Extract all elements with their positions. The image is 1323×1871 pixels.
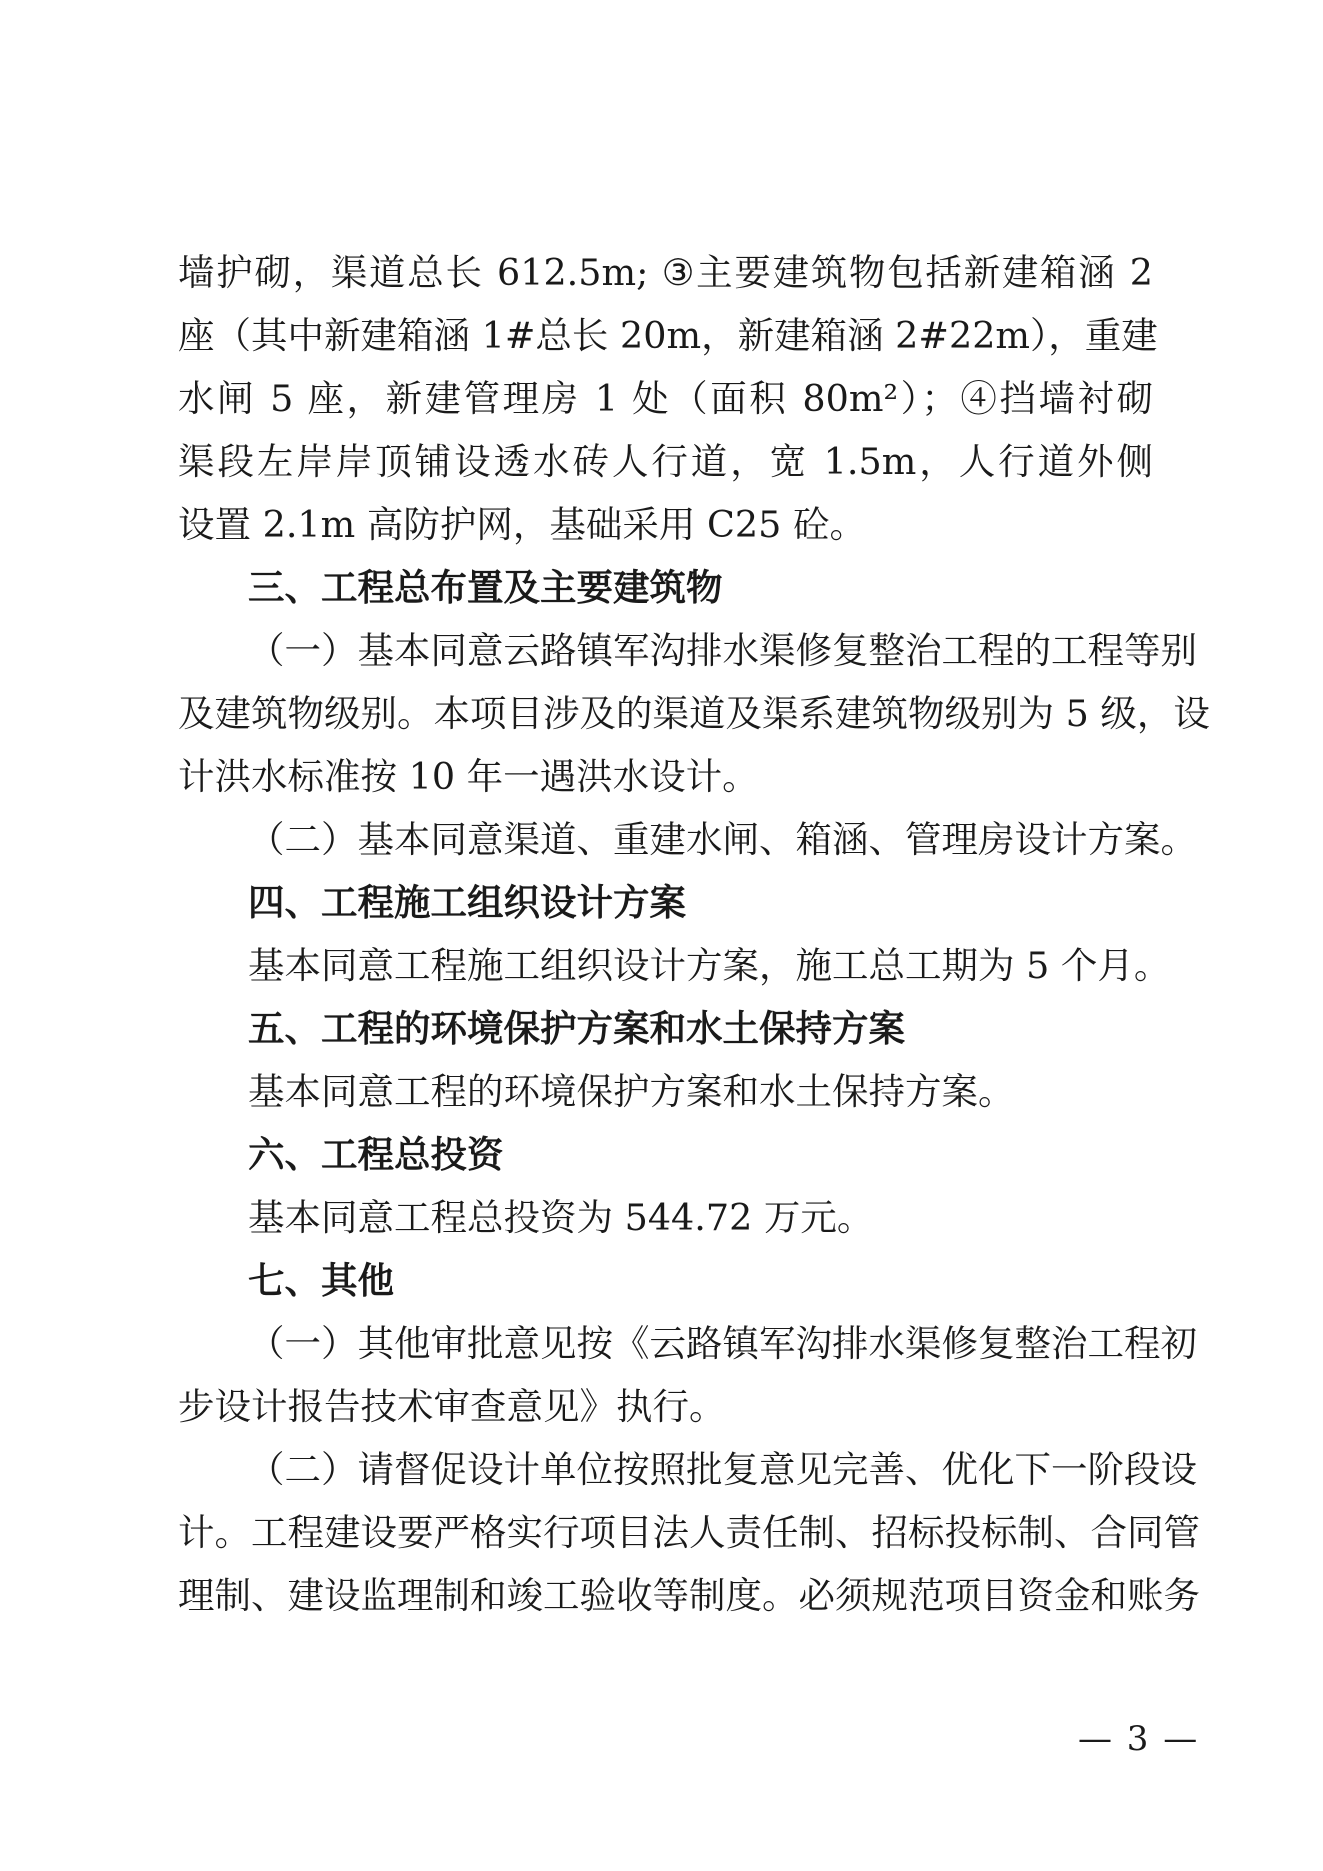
body-line: 基本同意工程总投资为 544.72 万元。 <box>248 1196 874 1239</box>
section-heading-3: 三、工程总布置及主要建筑物 <box>248 566 723 609</box>
body-line: 基本同意工程的环境保护方案和水土保持方案。 <box>248 1070 1015 1113</box>
body-line: 基本同意工程施工组织设计方案，施工总工期为 5 个月。 <box>248 944 1171 987</box>
body-line: 水闸 5 座，新建管理房 1 处（面积 80m²）；④挡墙衬砌 <box>178 377 1153 420</box>
body-line: （二）请督促设计单位按照批复意见完善、优化下一阶段设 <box>248 1448 1197 1491</box>
body-line: 渠段左岸岸顶铺设透水砖人行道，宽 1.5m，人行道外侧 <box>178 440 1153 483</box>
body-line: （一）基本同意云路镇军沟排水渠修复整治工程的工程等别 <box>248 629 1197 672</box>
body-line: （二）基本同意渠道、重建水闸、箱涵、管理房设计方案。 <box>248 818 1197 861</box>
section-heading-7: 七、其他 <box>248 1259 394 1302</box>
body-line: 计洪水标准按 10 年一遇洪水设计。 <box>178 755 759 798</box>
body-line: 步设计报告技术审查意见》执行。 <box>178 1385 726 1428</box>
body-line: （一）其他审批意见按《云路镇军沟排水渠修复整治工程初 <box>248 1322 1197 1365</box>
body-line: 座（其中新建箱涵 1#总长 20m，新建箱涵 2#22m），重建 <box>178 314 1158 357</box>
body-line: 计。工程建设要严格实行项目法人责任制、招标投标制、合同管 <box>178 1511 1200 1554</box>
page-number: — 3 — <box>1078 1719 1200 1759</box>
body-line: 设置 2.1m 高防护网，基础采用 C25 砼。 <box>178 503 866 546</box>
section-heading-4: 四、工程施工组织设计方案 <box>248 881 686 924</box>
section-heading-6: 六、工程总投资 <box>248 1133 504 1176</box>
section-heading-5: 五、工程的环境保护方案和水土保持方案 <box>248 1007 905 1050</box>
body-line: 及建筑物级别。本项目涉及的渠道及渠系建筑物级别为 5 级，设 <box>178 692 1210 735</box>
body-line: 理制、建设监理制和竣工验收等制度。必须规范项目资金和账务 <box>178 1574 1200 1617</box>
body-line: 墙护砌，渠道总长 612.5m; ③主要建筑物包括新建箱涵 2 <box>178 251 1153 294</box>
